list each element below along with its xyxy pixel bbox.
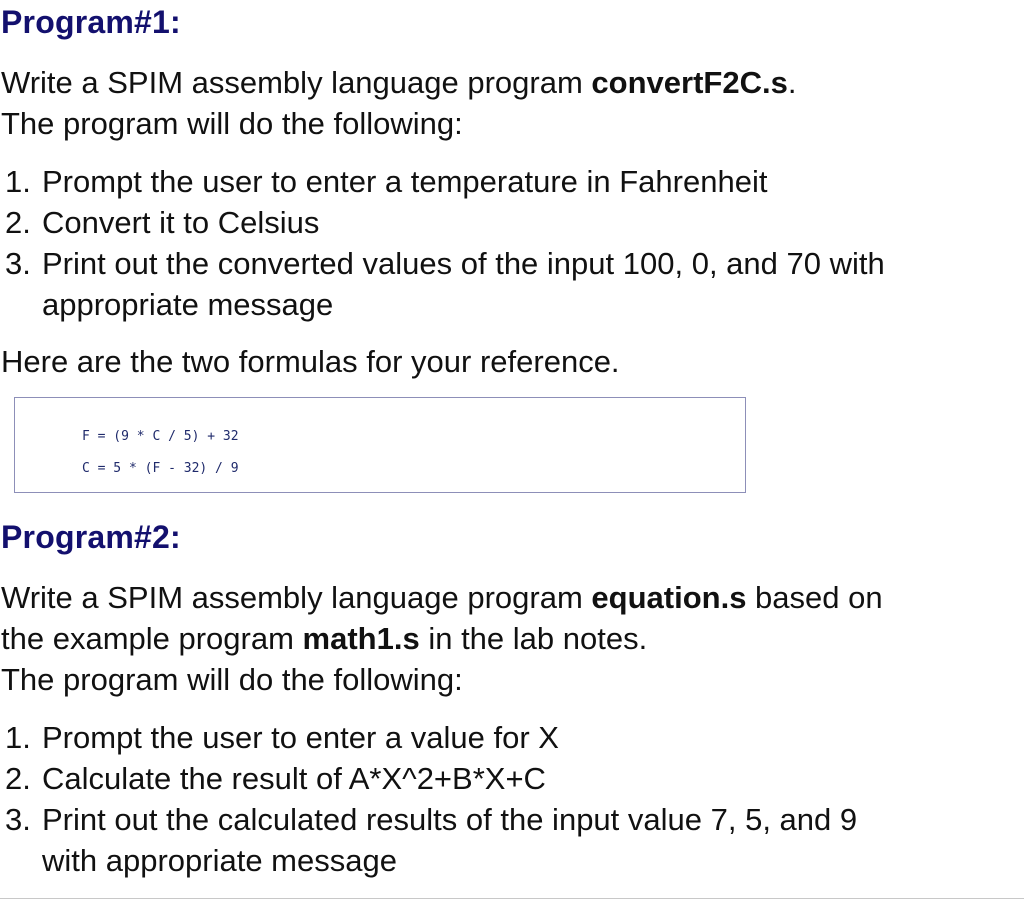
program2-intro2-prefix: the example program [1,621,303,656]
program1-intro-line1 [1,62,796,103]
step-number: 2. [5,761,31,796]
step-text: Prompt the user to enter a value for X [42,720,559,755]
step-number: 1. [5,164,31,199]
step-number: 1. [5,720,31,755]
program1-filename: convertF2C.s [591,65,788,100]
step-text: Calculate the result of A*X^2+B*X+C [42,761,546,796]
formula-code-box [14,397,746,493]
program2-steps-list [0,717,857,881]
formula-f: F = (9 * C / 5) + 32 [82,429,239,444]
program1-intro-line2: The program will do the following: [1,106,463,141]
step-number: 2. [5,205,31,240]
list-item [0,243,885,325]
program2-heading: Program#2: [1,519,181,555]
program2-filename: equation.s [591,580,747,615]
program2-intro-line3: The program will do the following: [1,662,463,697]
list-item [0,202,885,243]
program2-intro2-suffix: in the lab notes. [419,621,648,656]
example-filename: math1.s [302,621,420,656]
step-number: 3. [5,802,31,837]
program1-intro-suffix: . [787,65,797,100]
formulas-intro: Here are the two formulas for your reference. [1,344,620,379]
program2-intro-suffix: based on [746,580,883,615]
list-item [0,758,857,799]
list-item [0,717,857,758]
step-text-line2: appropriate message [42,287,334,322]
program1-steps-list [0,161,885,325]
list-item [0,799,857,881]
step-text-line2: with appropriate message [42,843,397,878]
program2-intro-prefix: Write a SPIM assembly language program [1,580,592,615]
program1-heading: Program#1: [1,4,181,40]
program1-intro-prefix: Write a SPIM assembly language program [1,65,592,100]
step-text-line1: Print out the converted values of the input 100, 0, and 70 with [42,246,885,281]
step-text: Prompt the user to enter a temperature in Fahrenheit [42,164,768,199]
formula-c: C = 5 * (F - 32) / 9 [82,461,239,476]
step-text: Convert it to Celsius [42,205,320,240]
step-number: 3. [5,246,31,281]
bottom-divider [0,898,1024,899]
step-text-line1: Print out the calculated results of the input value 7, 5, and 9 [42,802,858,837]
program2-intro-line1 [1,577,883,618]
program2-intro-line2 [1,618,647,659]
list-item [0,161,885,202]
